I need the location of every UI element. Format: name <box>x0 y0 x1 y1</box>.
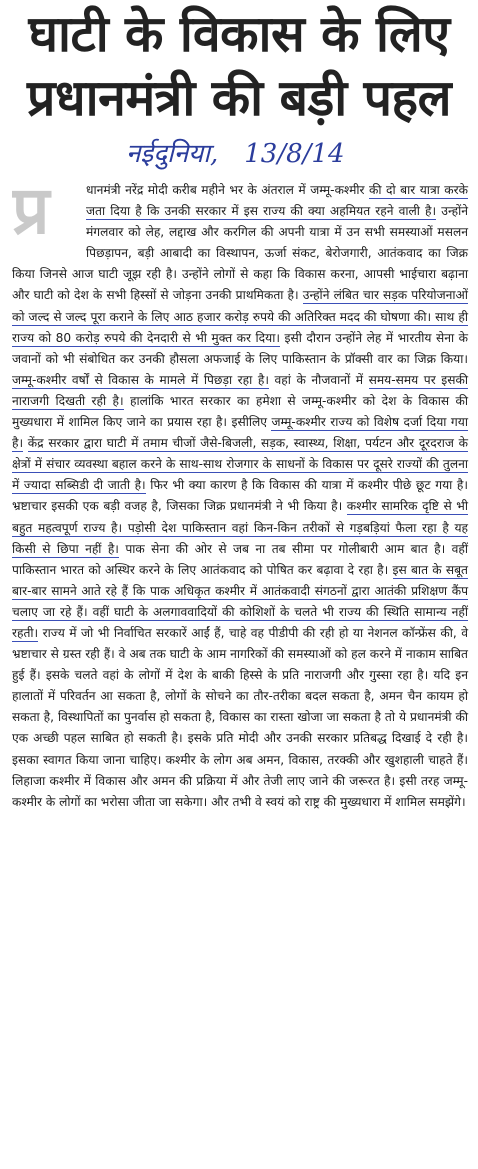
drop-cap: प्र <box>12 182 50 244</box>
headline-line-2: प्रधानमंत्री की बड़ी पहल <box>26 69 452 127</box>
underlined-text: इस बात के सबूत बार-बार सामने आते रहे हैं कि पाक अधिकृत कश्मीर में आतंकवादी संगठनों द्वारा आतंकी प्रशिक्षण कैंप चलाए जा रहे हैं। वहीं घाटी के अलगाववादियों की कोशिशों के चलते भी राज्य की स्थिति सामान्य नहीं रहती। <box>12 562 468 640</box>
text-segment: हालांकि भारत सरकार का हमेशा से जम्मू-कश्मीर को देश के विकास की मुख्यधारा में शामिल किए जाने का प्रयास रहा है। इसीलिए <box>12 393 468 430</box>
handwritten-source: नईदुनिया, <box>126 139 219 169</box>
text-segment: धानमंत्री नरेंद्र मोदी करीब महीने भर के अंतराल में जम्मू-कश्मीर <box>86 183 370 197</box>
underlined-text: कश्मीर सामरिक दृष्टि से भी बहुत महत्वपूर्ण राज्य है। पड़ोसी देश पाकिस्तान वहां किन-किन तरीकों से गड़बड़ियां फैला रहा है यह किसी से छिपा नहीं है। <box>12 499 468 556</box>
underlined-text: केंद्र सरकार द्वारा घाटी में तमाम चीजों जैसे-बिजली, सड़क, स्वास्थ्य, शिक्षा, पर्यटन और दूरदराज के क्षेत्रों में संचार व्यवस्था बहाल करने के साथ-साथ रोजगार के साधनों के विकास पर दूसरे राज्यों की तुलना में ज्यादा सब्सिडी दी जाती है। <box>12 436 468 493</box>
article-paragraph <box>12 180 468 813</box>
text-segment: वहां के नौजवानों में <box>268 372 369 387</box>
underlined-text: उन्होंने लंबित चार सड़क परियोजनाओं को जल्द से जल्द पूरा कराने के लिए आठ हजार करोड़ रुपये की अतिरिक्त मदद की घोषणा की। साथ ही राज्य को 80 करोड़ रुपये की देनदारी से भी मुक्त कर दिया। <box>12 288 468 345</box>
underlined-text: जम्मू-कश्मीर राज्य को विशेष दर्जा दिया गया है। <box>12 415 468 451</box>
text-segment: पाक सेना की ओर से जब ना तब सीमा पर गोलीबारी आम बात है। वहीं पाकिस्तान भारत को अस्थिर करने के लिए आतंकवाद को पोषित कर बढ़ावा दे रहा है। <box>12 541 468 577</box>
article-body <box>12 180 468 813</box>
handwritten-annotation <box>126 134 344 170</box>
text-segment: उन्होंने मंगलवार को लेह, लद्दाख और करगिल की अपनी यात्रा में उन सभी समस्याओं मसलन पिछड़ापन, बड़ी आबादी का विस्थापन, ऊर्जा संकट, बेरोजगारी, आतंकवाद का जिक्र किया जिनसे आज घाटी जूझ रही है। उन्होंने लोगों से कहा कि विकास करना, आपसी भाईचारा बढ़ाना और घाटी को देश के सभी हिस्सों से जोड़ना उनकी प्राथमिकता है। <box>12 204 468 303</box>
text-segment: फिर भी क्या कारण है कि विकास की यात्रा में कश्मीर पीछे छूट गया है। भ्रष्टाचार इसकी एक बड़ी वजह है, जिसका जिक्र प्रधानमंत्री ने भी किया है। <box>12 478 468 514</box>
underlined-text: की दो बार यात्रा करके जता दिया है कि उनकी सरकार में इस राज्य की क्या अहमियत रहने वाली है। <box>86 183 469 219</box>
headline-line-1: घाटी के विकास के लिए <box>28 5 450 63</box>
text-segment: राज्य में जो भी निर्वाचित सरकारें आईं हैं, चाहे वह पीडीपी की रही हो या नेशनल कॉन्फ्रेंस की, वे भ्रष्टाचार से ग्रस्त रही हैं। वे अब तक घाटी के आम नागरिकों की समस्याओं को हल करने में नाकाम साबित हुई हैं। इसके चलते वहां के लोगों में देश के बाकी हिस्से के प्रति नाराजगी और गुस्सा रहा है। यदि इन हालातों में परिवर्तन आ सकता है, लोगों के सोचने का तौर-तरीका बदल सकता है, अमन चैन कायम हो सकता है, विस्थापितों का पुनर्वास हो सकता है, विकास का रास्ता खोजा जा सकता है तो ये प्रधानमंत्री की एक अच्छी पहल साबित हो सकती है। इसके प्रति मोदी और उनकी सरकार प्रतिबद्ध दिखाई दे रही है। इसका स्वागत किया जाना चाहिए। कश्मीर के लोग अब अमन, विकास, तरक्की और खुशहाली चाहते हैं। लिहाजा कश्मीर में विकास और अमन की प्रक्रिया में और तेजी लाए जाने की जरूरत है। इसी तरह जम्मू-कश्मीर के लोगों का भरोसा जीता जा सकेगा। और तभी वे स्वयं को राष्ट्र की मुख्यधारा में शामिल समझेंगे। <box>12 625 468 809</box>
handwritten-date: 13/8/14 <box>244 139 345 169</box>
text-segment: इसी दौरान उन्होंने लेह में भारतीय सेना के जवानों को भी संबोधित कर उनकी हौसला अफजाई के लिए पाकिस्तान के प्रॉक्सी वार का जिक्र किया। <box>12 330 468 366</box>
underlined-text: जम्मू-कश्मीर वर्षों से विकास के मामले में पिछड़ा रहा है। <box>12 372 269 387</box>
underlined-text: समय-समय पर इसकी नाराजगी दिखती रही है। <box>12 372 468 408</box>
